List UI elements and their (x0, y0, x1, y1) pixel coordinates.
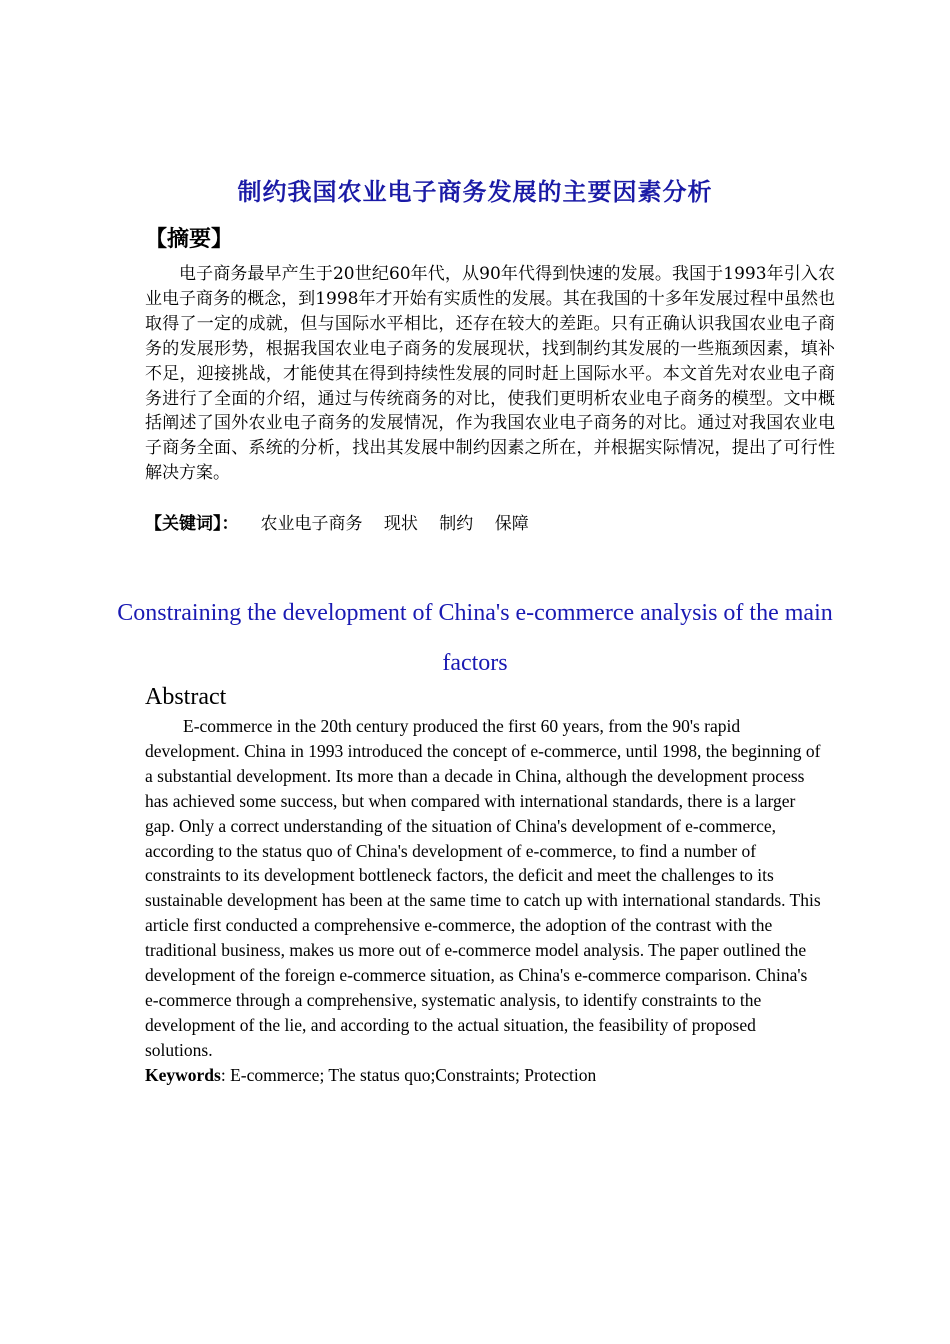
chinese-abstract-body: 电子商务最早产生于20世纪60年代，从90年代得到快速的发展。我国于1993年引入农业电子商务的概念，到1998年才开始有实质性的发展。其在我国的十多年发展过程中虽然也取得了一定的成就，但与国际水平相比，还存在较大的差距。只有正确认识我国农业电子商务的发展形势，根据我国农业电子商务的发展现状，找到制约其发展的一些瓶颈因素，填补不足，迎接挑战，才能使其在得到持续性发展的同时赶上国际水平。本文首先对农业电子商务进行了全面的介绍，通过与传统商务的对比，使我们更明析农业电子商务的模型。文中概括阐述了国外农业电子商务的发展情况，作为我国农业电子商务的对比。通过对我国农业电子商务全面、系统的分析，找出其发展中制约因素之所在，并根据实际情况，提出了可行性解决方案。 (145, 264, 835, 484)
chinese-title: 制约我国农业电子商务发展的主要因素分析 (237, 178, 713, 206)
english-keywords-line (145, 1063, 596, 1087)
english-keywords-values: : E-commerce; The status quo;Constraints; Protection (220, 1065, 597, 1085)
chinese-keywords-label: 【关键词】： (145, 514, 239, 534)
english-abstract-heading: Abstract (145, 684, 227, 710)
english-abstract-body: E-commerce in the 20th century produced the first 60 years, from the 90's rapid development. China in 1993 introduced the concept of e-commerce, until 1998, the beginning of a substantial development. Its more than a decade in China, although the development process has achieved some success, but when compared with international standards, there is a larger gap. Only a correct understanding of the situation of China's development of e-commerce, according to the status quo of China's development of e-commerce, to find a number of constraints to its development bottleneck factors, the deficit and meet the challenges to its sustainable development has been at the same time to catch up with international standards. This article first conducted a comprehensive e-commerce, the adoption of the contrast with the traditional business, makes us more out of e-commerce model analysis. The paper outlined the development of the foreign e-commerce situation, as China's e-commerce comparison. China's e-commerce through a comprehensive, systematic analysis, to identify constraints to the development of the lie, and according to the actual situation, the feasibility of proposed solutions. (145, 716, 821, 1060)
english-keywords-label: Keywords (145, 1065, 221, 1085)
chinese-abstract-heading: 【摘要】 (145, 227, 234, 252)
chinese-keywords-line (145, 512, 529, 536)
english-title: Constraining the development of China's e-commerce analysis of the main factors (117, 600, 833, 676)
chinese-keywords-values: 农业电子商务 现状 制约 保障 (260, 514, 529, 534)
